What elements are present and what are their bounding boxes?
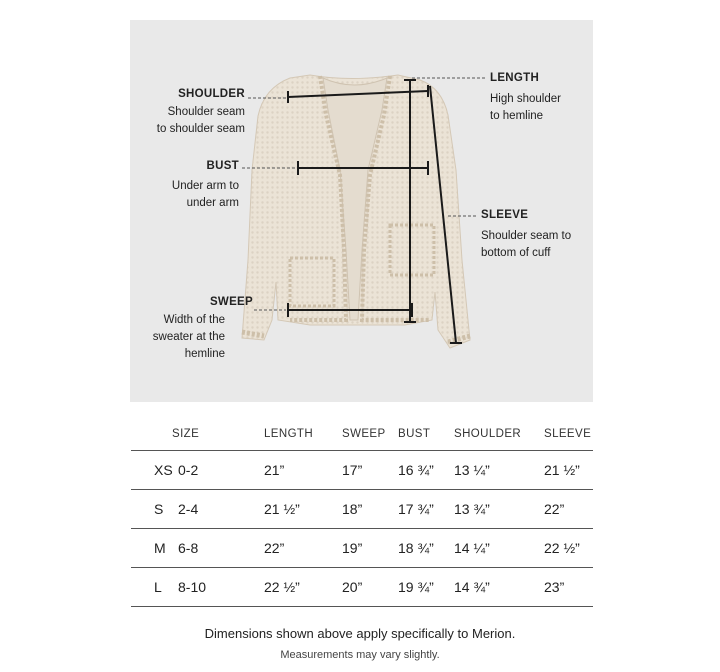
size-range: 0-2 — [178, 462, 199, 478]
sleeve-cell: 21 ½” — [544, 451, 593, 490]
footer-note: Dimensions shown above apply specifically to Merion. — [204, 626, 516, 641]
bust-title: BUST — [206, 160, 239, 172]
sweep-cell: 17” — [342, 451, 398, 490]
size-code: M — [154, 540, 166, 556]
shoulder-label — [150, 86, 245, 103]
length-cell: 22” — [264, 529, 342, 568]
size-code: S — [154, 501, 164, 517]
size-cell — [131, 490, 264, 529]
size-cell — [131, 451, 264, 490]
shoulder-cell: 13 ¼” — [454, 451, 544, 490]
shoulder-desc-line2: to shoulder seam — [156, 123, 245, 135]
sleeve-cell: 22 ½” — [544, 529, 593, 568]
length-label — [490, 70, 590, 125]
bust-desc-line1: Under arm to — [171, 180, 239, 192]
footer-disclaimer: Measurements may vary slightly. — [280, 649, 440, 661]
sweep-label — [150, 294, 253, 311]
length-title: LENGTH — [490, 72, 540, 84]
bust-desc — [150, 178, 239, 212]
size-range: 8-10 — [178, 579, 207, 595]
header-length: LENGTH — [264, 418, 342, 451]
shoulder-desc — [150, 104, 245, 138]
sweep-cell: 18” — [342, 490, 398, 529]
length-desc-line2: to hemline — [490, 110, 544, 122]
table-row — [131, 451, 593, 490]
sweep-cell: 19” — [342, 529, 398, 568]
size-range: 6-8 — [178, 540, 199, 556]
sweep-desc-line2: sweater at the — [152, 331, 225, 343]
sleeve-cell: 23” — [544, 568, 593, 607]
header-shoulder: SHOULDER — [454, 418, 544, 451]
shoulder-title: SHOULDER — [178, 88, 245, 100]
bust-label — [150, 158, 239, 175]
sleeve-desc-line1: Shoulder seam to — [481, 230, 572, 242]
header-bust: BUST — [398, 418, 454, 451]
size-cell — [131, 568, 264, 607]
length-cell: 22 ½” — [264, 568, 342, 607]
sweep-cell: 20” — [342, 568, 398, 607]
length-desc-line1: High shoulder — [490, 93, 561, 105]
table-row — [131, 490, 593, 529]
size-code: L — [154, 579, 162, 595]
table-header-row — [131, 418, 593, 451]
sleeve-label — [481, 207, 586, 262]
sleeve-title: SLEEVE — [481, 209, 529, 221]
shoulder-cell: 14 ¾” — [454, 568, 544, 607]
size-chart-table — [131, 418, 593, 607]
bust-desc-line2: under arm — [186, 197, 239, 209]
bust-cell: 16 ¾” — [398, 451, 454, 490]
header-sleeve: SLEEVE — [544, 418, 593, 451]
sweep-desc-line1: Width of the — [163, 314, 225, 326]
sweep-desc-line3: hemline — [184, 348, 225, 360]
sleeve-desc-line2: bottom of cuff — [481, 247, 551, 259]
table-row — [131, 529, 593, 568]
table-row — [131, 568, 593, 607]
sweep-title: SWEEP — [209, 296, 253, 308]
header-size: SIZE — [131, 418, 264, 451]
length-cell: 21 ½” — [264, 490, 342, 529]
shoulder-cell: 14 ¼” — [454, 529, 544, 568]
bust-cell: 18 ¾” — [398, 529, 454, 568]
sweep-desc — [140, 312, 225, 363]
bust-cell: 17 ¾” — [398, 490, 454, 529]
length-cell: 21” — [264, 451, 342, 490]
size-cell — [131, 529, 264, 568]
shoulder-cell: 13 ¾” — [454, 490, 544, 529]
size-range: 2-4 — [178, 501, 199, 517]
size-code: XS — [154, 462, 173, 478]
sleeve-cell: 22” — [544, 490, 593, 529]
bust-cell: 19 ¾” — [398, 568, 454, 607]
header-sweep: SWEEP — [342, 418, 398, 451]
shoulder-desc-line1: Shoulder seam — [167, 106, 245, 118]
